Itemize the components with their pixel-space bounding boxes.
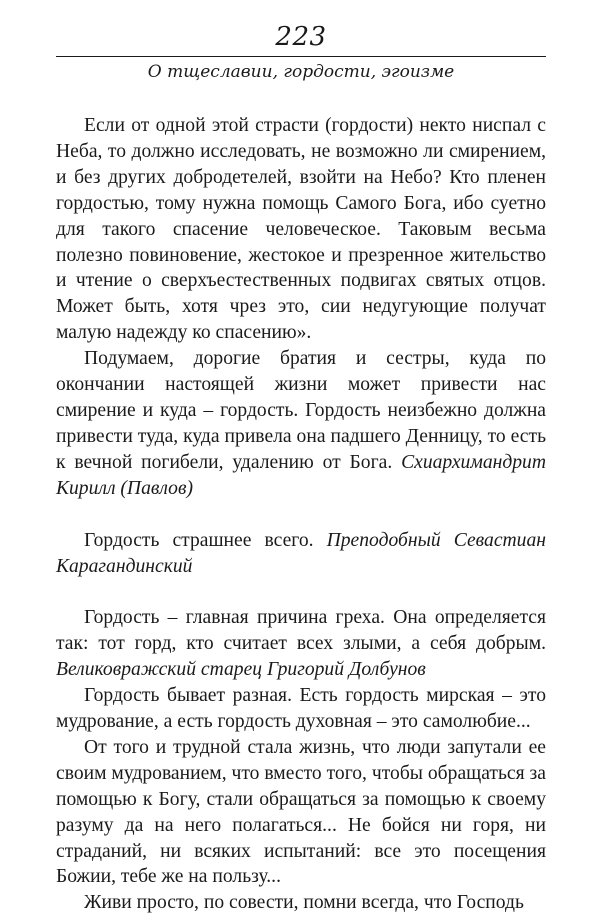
paragraph-7-text: Живи просто, по совести, помни всегда, что Господь xyxy=(84,892,524,914)
paragraph-3-source: Преподобный Севастиан Карагандинский xyxy=(56,529,546,577)
paragraph-3-text: Гордость страшнее всего. xyxy=(84,529,327,551)
paragraph-2 xyxy=(56,346,546,501)
paragraph-1 xyxy=(56,113,546,346)
body-text xyxy=(56,113,546,916)
paragraph-4-source: Великовражский старец Григорий Долбунов xyxy=(56,659,426,681)
paragraph-1-text: Если от одной этой страсти (гордости) некто ниспал с Неба, то должно исследовать, не возможно ли смирением, и без других добродетелей, взойти на Небо? Кто пленен гордостью, тому нужна помощь Самого Бога, ибо суетно для такого спасение человеческое. Таковым весьма полезно повиновение, жестокое и презренное жительство и чтение о сверхъестественных подвигах святых отцов. Может быть, хотя чрез это, сии недугующие получат малую надежду ко спасению». xyxy=(56,115,546,344)
section-gap xyxy=(56,579,546,605)
section-gap xyxy=(56,502,546,528)
header-rule xyxy=(56,56,546,57)
paragraph-6 xyxy=(56,735,546,890)
paragraph-6-text: От того и трудной стала жизнь, что люди запутали ее своим мудрованием, что вместо того, чтобы обращаться за помощью к Богу, стали обращаться за помощью к своему разуму да на него полагаться... Не бойся ни горя, ни страданий, ни всяких испытаний: все это посещения Божии, тебе же на пользу... xyxy=(56,736,546,888)
paragraph-5-text: Гордость бывает разная. Есть гордость мирская – это мудрование, а есть гордость духовная – это самолюбие... xyxy=(56,685,546,733)
running-title: О тщеславии, гордости, эгоизме xyxy=(147,62,455,82)
paragraph-5 xyxy=(56,683,546,735)
paragraph-4 xyxy=(56,605,546,683)
paragraph-3 xyxy=(56,528,546,580)
book-page xyxy=(56,20,546,916)
paragraph-2-source: Схиархимандрит Кирилл (Павлов) xyxy=(56,451,546,499)
page-number: 223 xyxy=(275,22,327,52)
paragraph-4-text: Гордость – главная причина греха. Она определяется так: тот горд, кто считает всех злыми, а себя добрым. xyxy=(56,607,546,655)
paragraph-7 xyxy=(56,890,546,916)
paragraph-2-text: Подумаем, дорогие братия и сестры, куда по окончании настоящей жизни может привести нас смирение и куда – гордость. Гордость неизбежно должна привести туда, куда привела она падшего Денницу, то есть к вечной погибели, удалению от Бога. xyxy=(56,348,546,473)
